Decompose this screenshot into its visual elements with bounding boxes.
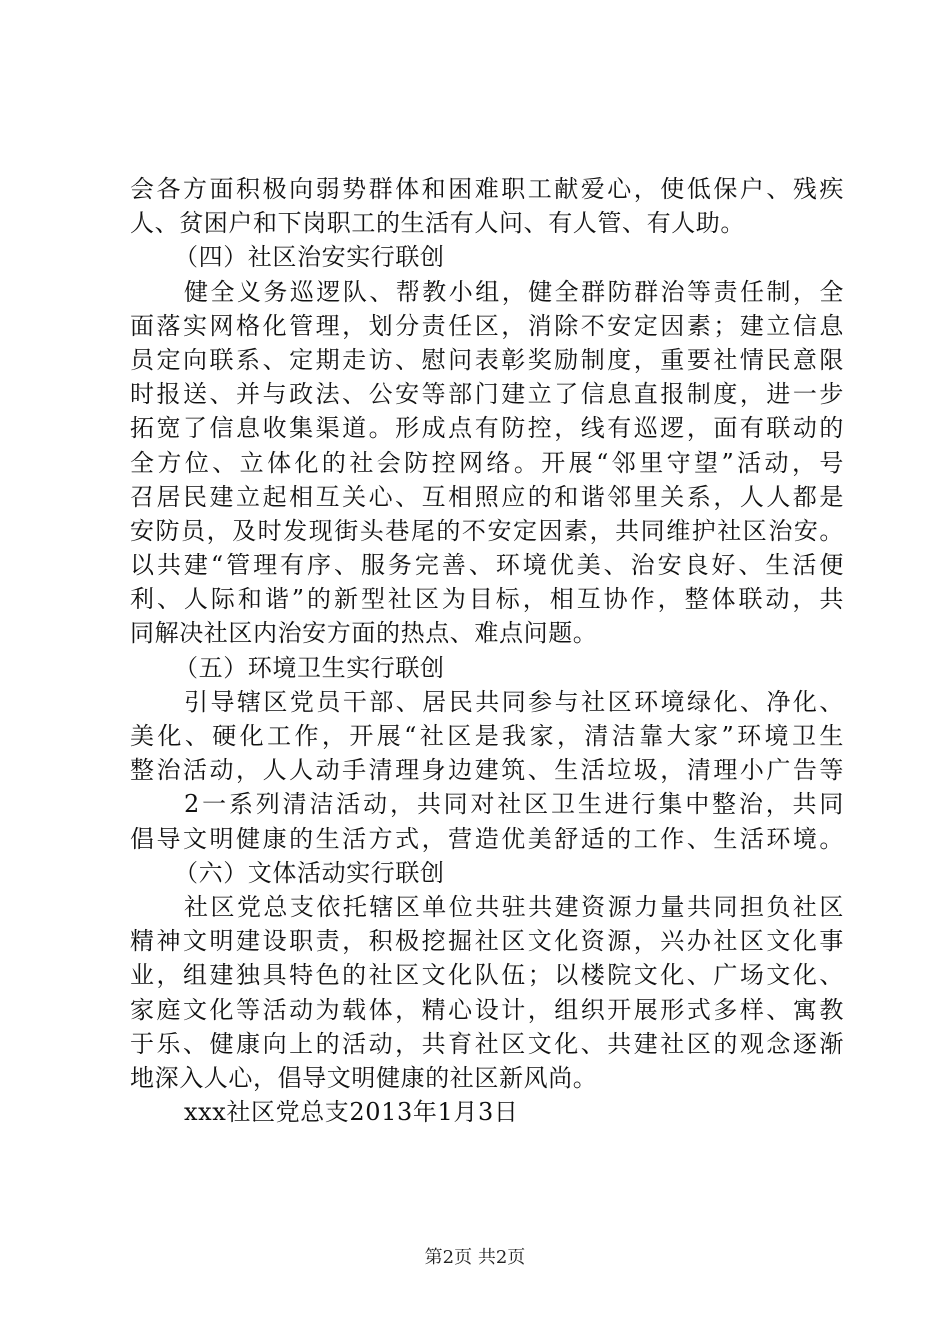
document-line: 倡导文明健康的生活方式，营造优美舒适的工作、生活环境。 [130, 824, 844, 853]
document-line: 家庭文化等活动为载体，精心设计，组织开展形式多样、寓教 [130, 995, 844, 1024]
document-line: 利、人际和谐”的新型社区为目标，相互协作，整体联动，共 [130, 585, 844, 614]
document-line: 于乐、健康向上的活动，共育社区文化、共建社区的观念逐渐 [130, 1029, 844, 1058]
document-line: 业，组建独具特色的社区文化队伍；以楼院文化、广场文化、 [130, 961, 844, 990]
document-line: 面落实网格化管理，划分责任区，消除不安定因素；建立信息 [130, 311, 844, 340]
document-line: 会各方面积极向弱势群体和困难职工献爱心，使低保户、残疾 [130, 175, 844, 203]
document-line: 社区党总支依托辖区单位共驻共建资源力量共同担负社区 [184, 892, 844, 921]
document-line: 同解决社区内治安方面的热点、难点问题。 [130, 619, 598, 648]
document-line: 健全义务巡逻队、帮教小组，健全群防群治等责任制，全 [184, 277, 844, 306]
document-line: 拓宽了信息收集渠道。形成点有防控，线有巡逻，面有联动的 [130, 414, 844, 443]
document-line: 人、贫困户和下岗职工的生活有人问、有人管、有人助。 [130, 209, 745, 238]
document-line: 员定向联系、定期走访、慰问表彰奖励制度，重要社情民意限 [130, 345, 844, 374]
document-line: 地深入人心，倡导文明健康的社区新风尚。 [130, 1063, 598, 1092]
document-line: xxx社区党总支2013年1月3日 [184, 1098, 519, 1127]
document-line: 时报送、并与政法、公安等部门建立了信息直报制度，进一步 [130, 380, 844, 409]
document-line: 召居民建立起相互关心、互相照应的和谐邻里关系，人人都是 [130, 482, 844, 511]
document-line: （五）环境卫生实行联创 [174, 653, 445, 682]
document-line: 安防员，及时发现街头巷尾的不安定因素，共同维护社区治安。 [130, 516, 844, 545]
document-line: 美化、硬化工作，开展“社区是我家，清洁靠大家”环境卫生 [130, 722, 844, 750]
document-line: 全方位、立体化的社会防控网络。开展“邻里守望”活动，号 [130, 448, 844, 477]
document-line: （四）社区治安实行联创 [174, 243, 445, 272]
document-line: 2一系列清洁活动，共同对社区卫生进行集中整治，共同 [184, 790, 844, 819]
document-body [130, 172, 844, 1129]
document-line: 引导辖区党员干部、居民共同参与社区环境绿化、净化、 [184, 687, 844, 716]
document-line: 以共建“管理有序、服务完善、环境优美、治安良好、生活便 [130, 551, 844, 580]
document-line: 精神文明建设职责，积极挖掘社区文化资源，兴办社区文化事 [130, 927, 844, 956]
document-line: 整治活动，人人动手清理身边建筑、生活垃圾，清理小广告等 [130, 756, 844, 785]
document-line: （六）文体活动实行联创 [174, 858, 445, 887]
page-footer: 第2页 共2页 [424, 1247, 526, 1268]
